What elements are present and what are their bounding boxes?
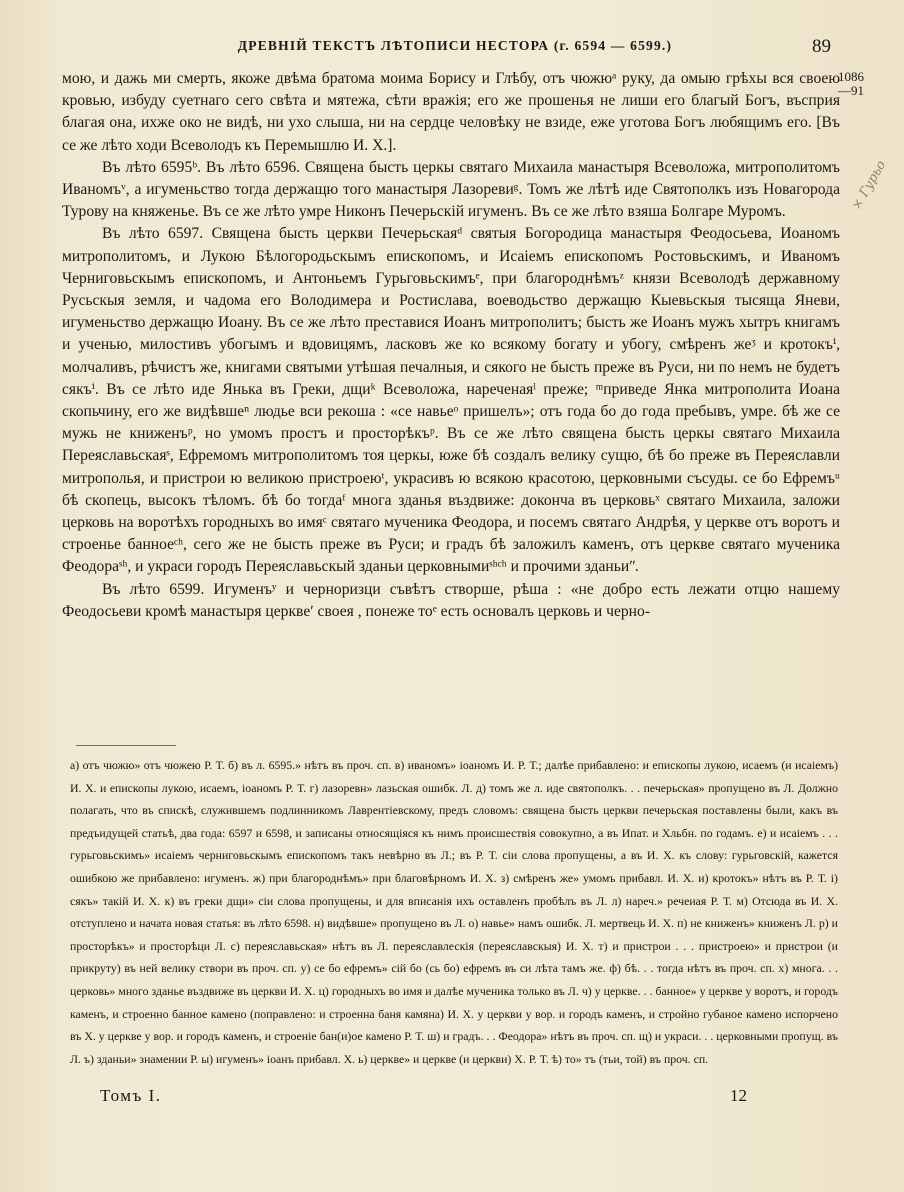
- footnotes: [70, 754, 838, 1070]
- page-number: 89: [812, 36, 831, 57]
- margin-year-bottom: —91: [838, 83, 864, 98]
- margin-year-top: 1086: [838, 69, 864, 84]
- pencil-annotation: × Гурьо: [849, 158, 890, 213]
- paragraph-6595: Въ лѣто 6595ᵇ. Въ лѣто 6596. Священа бысть церкы святаго Михаила манастыря Всеволожа, митрополитомъ Иваномъᵛ, а игуменьство тогда держащю того манастыря Лазоревиᵍ. Томъ же лѣтѣ иде Святополкъ изъ Новагорода Турову на княженье. Въ се же лѣто умре Никонъ Печерьскiй игуменъ. Въ се же лѣто взяша Болгаре Муромъ.: [62, 158, 840, 221]
- footnote-block: а) отъ чюжю» отъ чюжею Р. Т. б) въ л. 6595.» нѣтъ въ проч. сп. в) иваномъ» iоаномъ И. Р. Т.; далѣе прибавлено: и епископы лукою, исаемъ (и исаiемъ) И. Х. и епископы лукою, исаемъ, iоаномъ Р. Т. г) лазоревн» лазьская ошибк. Л. д) томъ же л. иде святополкъ. . . печерьская» пропущено въ Л. Должно полагать, что въ спискѣ, служившемъ подлинникомъ Лаврентiевскому, предъ словомъ: священа бысть церкви печерьская поставлены были, какъ въ предъидущей статьѣ, два года: 6597 и 6598, и записаны относящiяся къ нимъ происшествiя совокупно, а въ Ипат. и Хльбн. по годамъ. е) и исаiемъ . . . гурьговьскимъ» исаiемъ черниговьскымъ епископомъ такъ невѣрно въ Л.; въ Р. Т. сiи слова пропущены, а въ И. Х. къ слову: гурьговскiй, кажется ошибкою же прибавлено: игуменъ. ж) при благороднѣмъ» при благовѣрномъ И. Х. з) смѣренъ же» умомъ прибавл. И. Х. и) кротокъ» нѣтъ въ Р. Т. i) сякъ» такiй И. Х. к) въ греки дщи» сiи слова пропущены, и для вписанiя ихъ оставленъ пробѣлъ въ Л. л) нареч.» речеиая Р. Т. м) Отсюда въ И. Х. отступлено и начата новая статья: въ лѣто 6598. н) видѣвше» пропущено въ Л. о) навье» намъ ошибк. Л. мертвець И. Х. п) не книженъ» книженъ Л. р) и просторѣкъ» и просторѣци Л. с) переяславьская» нѣтъ въ Л. переяславлескiя (переяславскыя) И. Х. т) и пристрои . . . пристроею» и пристрои (и прикруту) въ ней велику створи въ проч. сп. у) се бо ефремъ» сiй бо (сь бо) ефремъ въ си лѣта тамъ же. ф) бѣ. . . тогда нѣтъ въ проч. сп. х) многа. . . церковь» много зданье въздвиже въ церкви И. Х. ц) городныхъ во имя и далѣе мученика только въ Л. ч) у церкве. . . банное» у церкве у воротъ, и городъ каменъ, и строенно банное камено (поправлено: и строенна баня камяна) И. Х. у церкви у вор. и городъ каменъ, и стройно губаное камено испорчено въ Х. у церкве у вор. и городъ каменъ, и строенiе бан(и)ое камено Р. Т. ш) и градъ. . . Феодора» нѣтъ въ проч. сп. щ) и украси. . . церковными пропущ. въ Л. ъ) зданьи» знамении Р. ы) игуменъ» iоанъ прибавл. Х. ь) церкве» и церкве (и церкви) Х. Р. Т. ѣ) то» тъ (тьи, той) въ проч. сп.: [70, 758, 838, 1066]
- margin-year-note: [838, 70, 864, 98]
- volume-label: Томъ I.: [100, 1086, 162, 1105]
- paragraph-6599: Въ лѣто 6599. Игуменъʸ и черноризци съвѣтъ створше, рѣша : «не добро есть лежати отцю нашему Феодосьеви кромѣ манастыря церквеʹ своея , понеже тоᵉ есть основалъ церковь и черно-: [62, 580, 840, 620]
- running-title: ДРЕВНІЙ ТЕКСТЪ ЛѢТОПИСИ НЕСТОРА (г. 6594 — 6599.): [237, 38, 673, 53]
- main-text: [62, 68, 840, 623]
- paragraph-6597: Въ лѣто 6597. Священа бысть церкви Печерьскаяᵈ святыя Богородица манастыря Феодосьева, Иоаномъ митрополитомъ, и Лукою Бѣлогородьскымъ епископомъ, и Исаiемъ епископомъ Ростовьскимъ, и Иваномъ Черниговьскымъ епископомъ, и Антоньемъ Гурьговьскимъᵉ, при благороднѣмъᶻ князи Всеволодѣ державному Русьскыя земля, и чадома его Володимера и Ростислава, воеводьство держащю Кыевьскыя тысяща Яневи, игуменьство держащю Иоану. Въ се же лѣто преставися Иоанъ митрополитъ; бысть же Иоанъ мужъ хытръ книгамъ и ученью, милостивъ убогымъ и вдовицямъ, ласковъ же ко всякому богату и убогу, смѣренъ жеᶾ и кротокъⁱ, молчаливъ, рѣчистъ же, книгами святыми утѣшая печалныя, и сякого не бысть преже въ Руси, ни по немъ не будетъ сякъⁱ. Въ се лѣто иде Янька въ Греки, дщиᵏ Всеволожа, нареченаяˡ преже; ᵐприведе Янка митрополита Иоана скопьчину, его же видѣвшеⁿ людье вси рекоша : «се навьеᵒ пришелъ»; отъ года бо до года пребывъ, умре. бѣ же се мужь не книженъᵖ, но умомъ простъ и просторѣкъᵖ. Въ се же лѣто священа бысть церкы святаго Михаила Переяславьскаяˢ, Ефремомъ митрополитомъ тоя церкы, юже бѣ создалъ велику сущю, бѣ бо преже въ Переяславли митрополья, и пристрои ю великою пристроеюᵗ, украсивъ ю всякою красотою, церковными съсуды. се бо Ефремъᵘ бѣ скопець, высокъ тѣломъ. бѣ бо тогдаᶠ многа зданья въздвиже: доконча въ церковьˣ святаго Михаила, заложи церковь на воротѣхъ городныхъ во имяᶜ святаго мученика Феодора, и посемъ святаго Андрѣя, у церкве отъ воротъ и строенье банноеᶜʰ, сего же не бысть преже въ Руси; и градъ бѣ заложилъ каменъ, отъ церкве святаго мученика Феодораˢʰ, и украси городъ Переяславьскый зданьи церковнымиˢʰᶜʰ и прочими зданьиʺ.: [62, 225, 840, 576]
- signature-mark: 12: [730, 1086, 747, 1105]
- footnote-divider: [76, 745, 176, 746]
- paragraph-continuation: мою, и дажь ми смерть, якоже двѣма братома моима Борису и Глѣбу, отъ чюжюᵃ руку, да омыю грѣхы вся своею кровью, избуду суетнаго сего свѣта и мятежа, сѣти вражiя; его же прошенья не лиши его благый Богъ, въсприя благая она, ихже око не видѣ, ни ухо слыша, ни на сердце человѣку не взиде, еже уготова Богъ любящимъ его. [Въ се же лѣто ходи Всеволодъ къ Перемышлю И. Х.].: [62, 70, 840, 154]
